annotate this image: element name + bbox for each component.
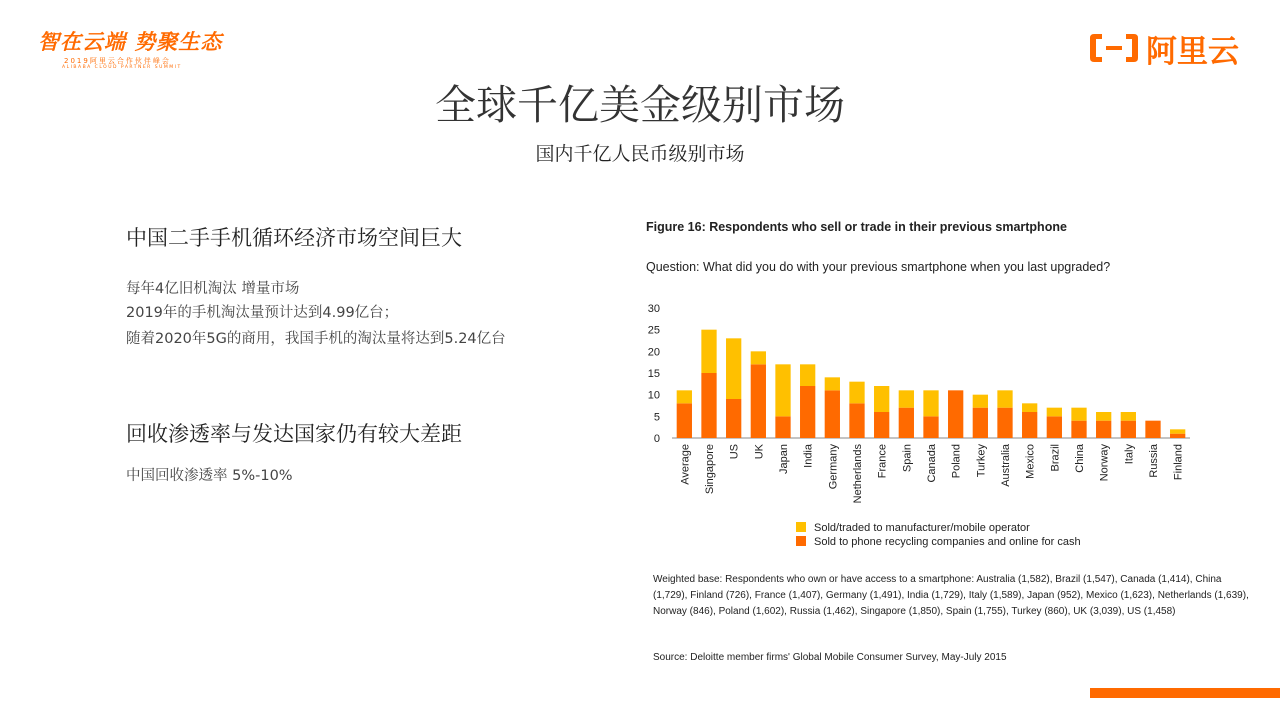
bar-recycling bbox=[1047, 416, 1062, 438]
bar-traded bbox=[726, 338, 741, 399]
figure-title: Figure 16: Respondents who sell or trade in their previous smartphone bbox=[646, 220, 1067, 234]
bar-recycling bbox=[1071, 421, 1086, 438]
brand-name: 阿里云 bbox=[1146, 33, 1239, 70]
x-tick-label: France bbox=[876, 444, 889, 479]
x-tick-label: US bbox=[728, 444, 741, 460]
x-tick-label: Average bbox=[679, 444, 692, 485]
x-tick-label: Russia bbox=[1148, 444, 1160, 478]
y-tick-label: 15 bbox=[647, 368, 660, 380]
x-tick-label: Spain bbox=[901, 444, 914, 473]
slide-subtitle: 国内千亿人民币级别市场 bbox=[535, 143, 745, 165]
bar-recycling bbox=[997, 408, 1012, 438]
bar-recycling bbox=[1121, 421, 1136, 438]
bar-traded bbox=[874, 386, 889, 412]
x-tick-label: Japan bbox=[778, 444, 790, 474]
x-tick-label: Turkey bbox=[975, 444, 988, 478]
x-tick-label: UK bbox=[753, 444, 766, 460]
section2-line: 中国回收渗透率 5%-10% bbox=[126, 468, 293, 484]
x-tick-label: Australia bbox=[1000, 444, 1012, 487]
footer-accent-bar bbox=[1090, 688, 1280, 698]
alibaba-cloud-logo-icon bbox=[1088, 31, 1140, 65]
bar-traded bbox=[849, 382, 864, 404]
bar-recycling bbox=[948, 390, 963, 438]
bar-traded bbox=[677, 390, 692, 403]
x-tick-label: Norway bbox=[1098, 444, 1111, 482]
bar-traded bbox=[1071, 408, 1086, 421]
x-tick-label: Canada bbox=[926, 444, 938, 483]
y-tick-label: 20 bbox=[647, 346, 660, 359]
bar-recycling bbox=[973, 408, 988, 438]
bar-recycling bbox=[726, 399, 741, 438]
y-tick-label: 0 bbox=[653, 433, 660, 445]
event-subtitle-en: ALIBABA CLOUD PARTNER SUMMIT bbox=[62, 65, 182, 70]
legend-swatch bbox=[796, 536, 806, 546]
legend-label: Sold to phone recycling companies and online for cash bbox=[814, 536, 1081, 548]
bar-traded bbox=[1170, 429, 1185, 433]
bar-traded bbox=[825, 377, 840, 390]
slide-title: 全球千亿美金级别市场 bbox=[435, 81, 845, 129]
bar-recycling bbox=[751, 364, 766, 438]
x-tick-label: Germany bbox=[827, 444, 840, 490]
bar-chart bbox=[640, 296, 1240, 558]
y-tick-label: 30 bbox=[647, 303, 660, 315]
bar-traded bbox=[775, 364, 790, 416]
bar-traded bbox=[923, 390, 938, 416]
section2-heading: 回收渗透率与发达国家仍有较大差距 bbox=[126, 422, 462, 446]
x-tick-label: Netherlands bbox=[852, 444, 864, 504]
bar-recycling bbox=[874, 412, 889, 438]
event-title: 智在云端 势聚生态 bbox=[38, 29, 223, 54]
x-tick-label: Poland bbox=[950, 444, 963, 479]
legend-label: Sold/traded to manufacturer/mobile operator bbox=[814, 522, 1030, 534]
bar-recycling bbox=[849, 403, 864, 438]
bar-traded bbox=[800, 364, 815, 386]
bar-traded bbox=[1096, 412, 1111, 421]
bar-recycling bbox=[1170, 434, 1185, 438]
section1-heading: 中国二手手机循环经济市场空间巨大 bbox=[126, 226, 462, 250]
x-tick-label: China bbox=[1074, 444, 1086, 473]
x-tick-label: Singapore bbox=[704, 444, 716, 495]
bar-traded bbox=[701, 330, 716, 373]
bar-recycling bbox=[825, 390, 840, 438]
bar-traded bbox=[1121, 412, 1136, 421]
x-tick-label: Mexico bbox=[1024, 444, 1037, 479]
section1-line: 2019年的手机淘汰量预计达到4.99亿台； bbox=[126, 305, 399, 321]
bar-recycling bbox=[800, 386, 815, 438]
bar-recycling bbox=[677, 403, 692, 438]
y-tick-label: 25 bbox=[647, 324, 660, 337]
section1-line: 随着2020年5G的商用，我国手机的淘汰量将达到5.24亿台 bbox=[126, 331, 506, 347]
y-tick-label: 10 bbox=[647, 389, 660, 402]
x-tick-label: Finland bbox=[1172, 444, 1185, 481]
bar-traded bbox=[997, 390, 1012, 407]
x-tick-label: Brazil bbox=[1049, 444, 1062, 472]
section1-line: 每年4亿旧机淘汰 增量市场 bbox=[126, 281, 300, 297]
x-tick-label: Italy bbox=[1123, 444, 1136, 465]
figure-note: Weighted base: Respondents who own or have access to a smartphone: Australia (1,582), Brazil (1,547), Canada (1,414), China (1,729), Finland (726), France (1,407), Germany (1,491), India (1,729), Italy (1,589), Japan (952), Mexico (1,623), Netherlands (1,639), Norway (846), Poland (1,602), Russia (1,462), Singapore (1,850), Spain (1,755), Turkey (860), UK (3,039), US (1,458) bbox=[653, 574, 1249, 617]
bar-recycling bbox=[899, 408, 914, 438]
bar-recycling bbox=[1145, 421, 1160, 438]
bar-traded bbox=[973, 395, 988, 408]
legend-swatch bbox=[796, 522, 806, 532]
brand-logo bbox=[1088, 26, 1239, 70]
bar-recycling bbox=[1022, 412, 1037, 438]
y-tick-label: 5 bbox=[653, 411, 660, 424]
bar-traded bbox=[1047, 408, 1062, 417]
bar-recycling bbox=[775, 416, 790, 438]
figure-question: Question: What did you do with your previous smartphone when you last upgraded? bbox=[646, 260, 1111, 274]
bar-recycling bbox=[1096, 421, 1111, 438]
bar-recycling bbox=[923, 416, 938, 438]
bar-recycling bbox=[701, 373, 716, 438]
figure-source: Source: Deloitte member firms' Global Mobile Consumer Survey, May-July 2015 bbox=[653, 652, 1007, 663]
bar-traded bbox=[1022, 403, 1037, 412]
event-subtitle: 2019阿里云合作伙伴峰会 bbox=[64, 57, 171, 65]
bar-traded bbox=[751, 351, 766, 364]
x-tick-label: India bbox=[802, 444, 815, 468]
bar-traded bbox=[899, 390, 914, 407]
